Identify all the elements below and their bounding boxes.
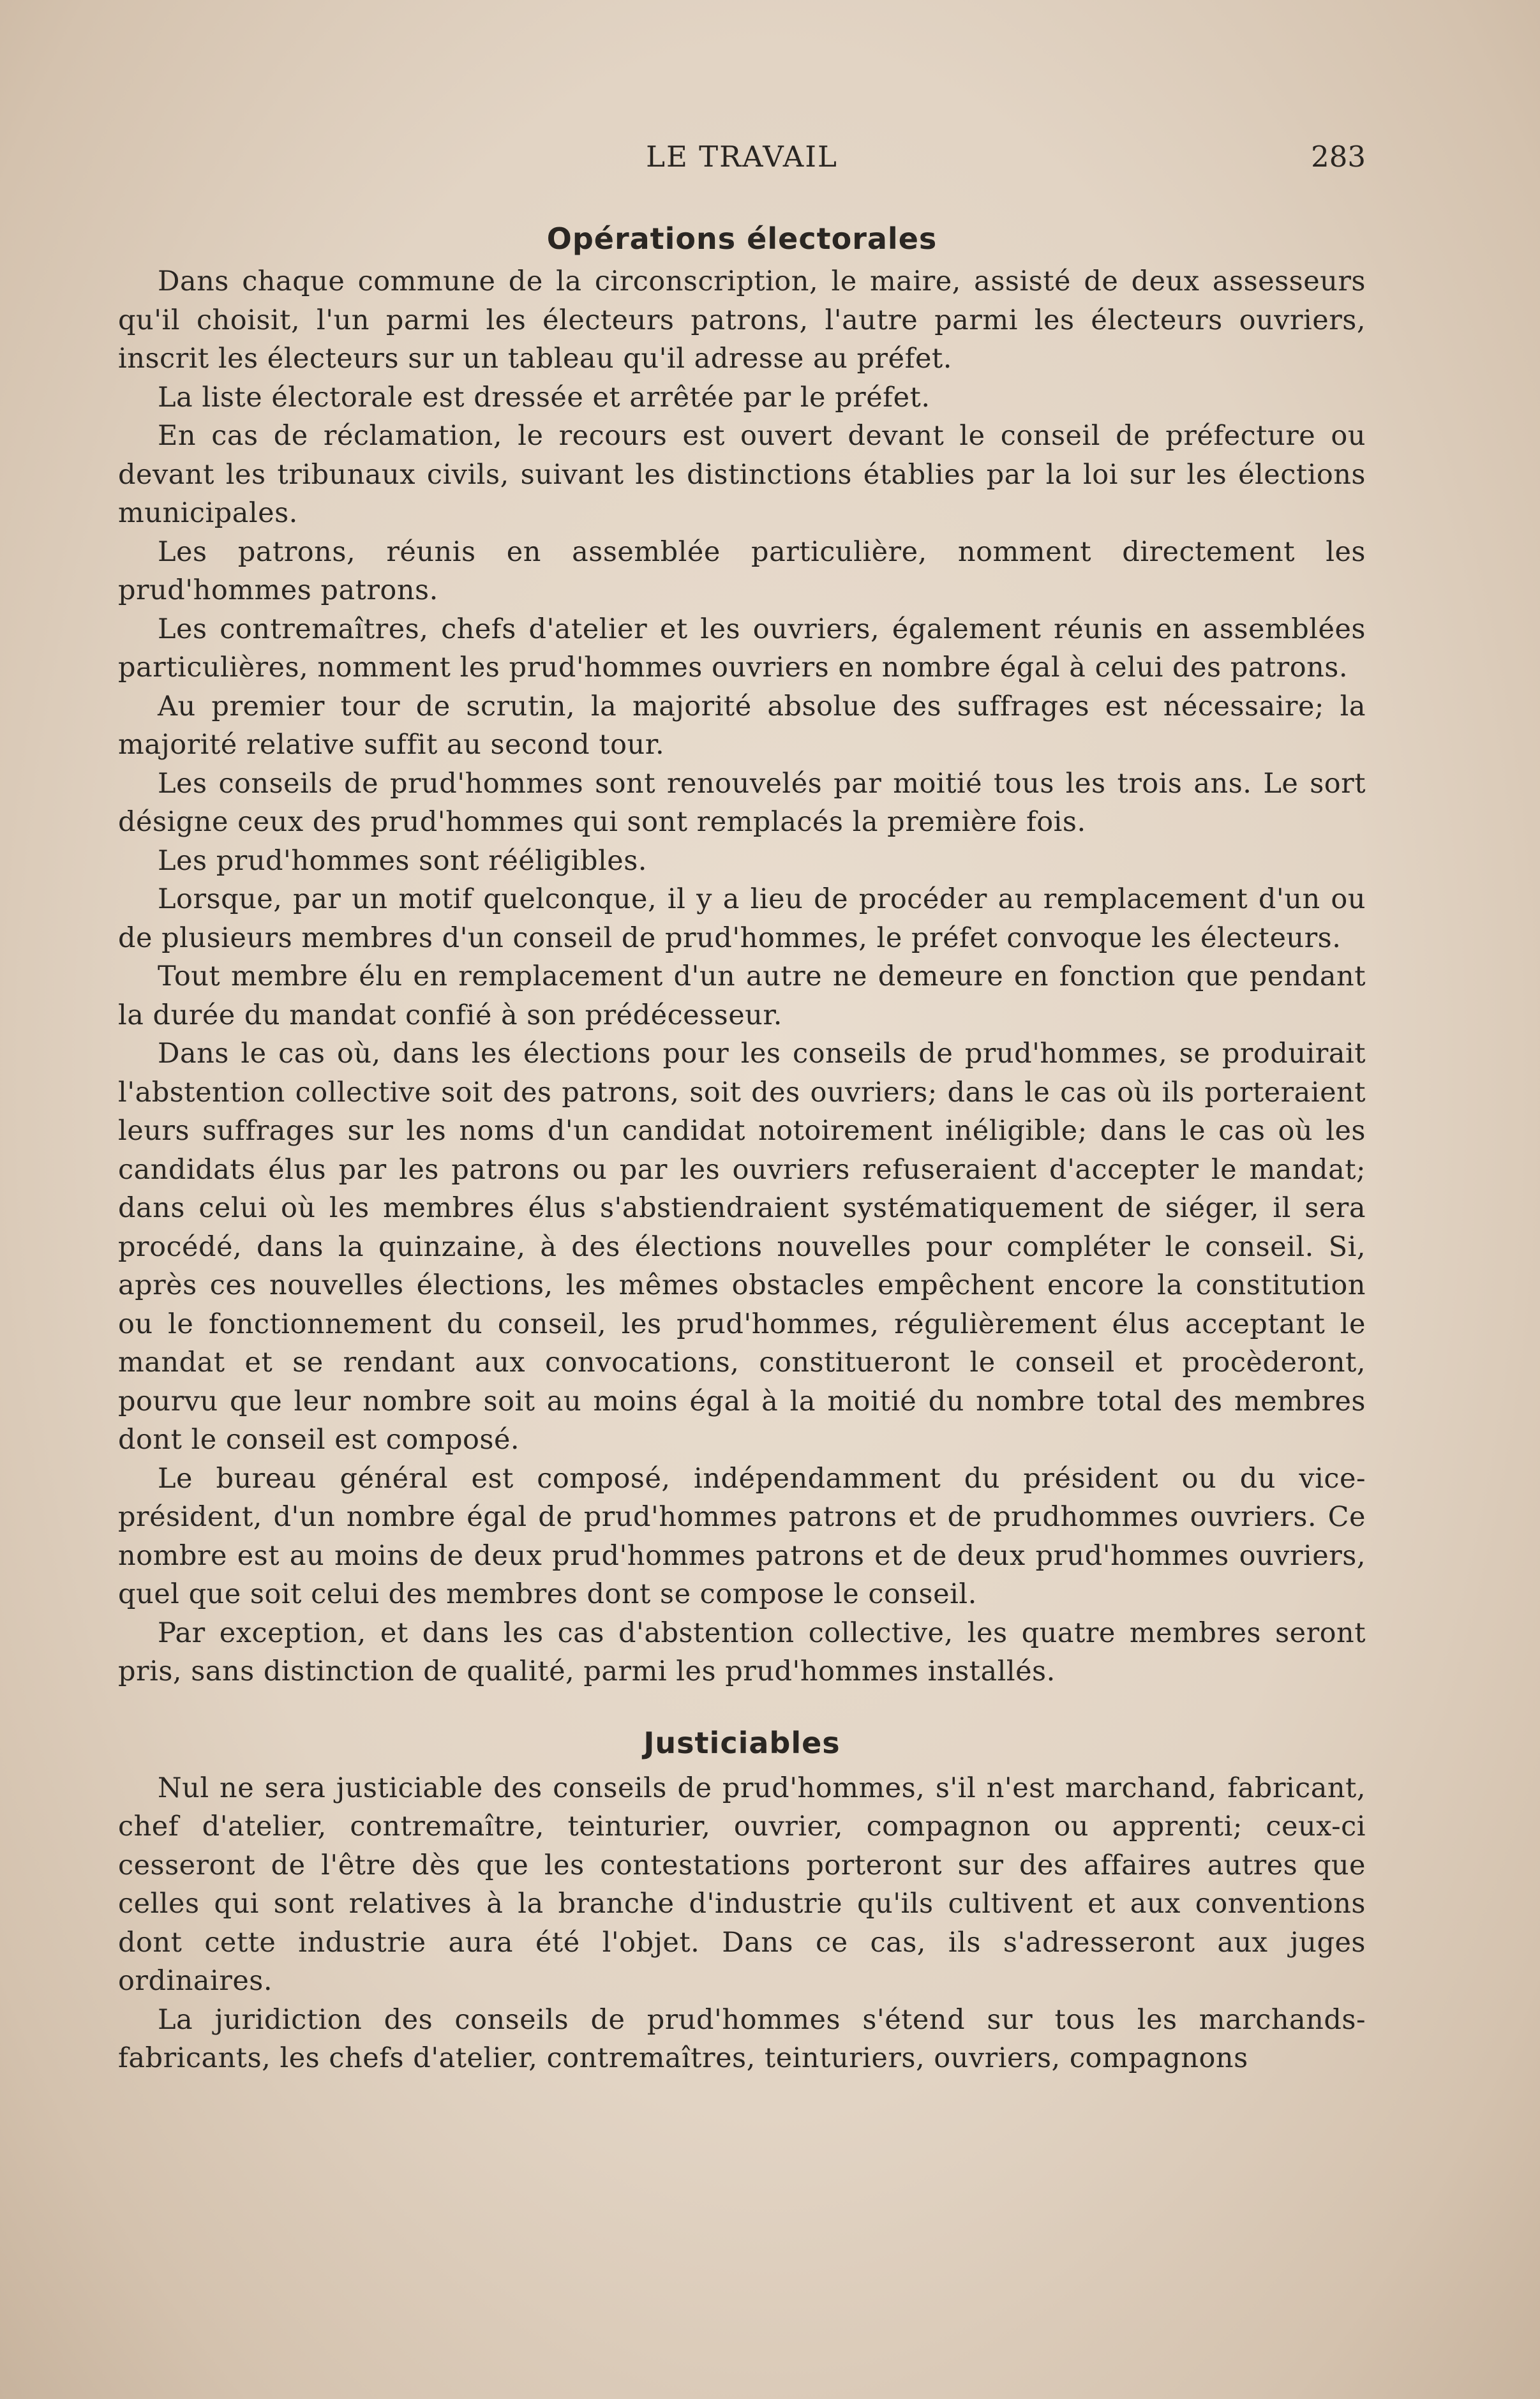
- paragraph: Dans le cas où, dans les élections pour les conseils de prud'hommes, se produirait l'abstention collective soit des patrons, soit des ouvriers; dans le cas où ils porteraient leurs suffrages sur les noms d'un candidat notoirement inéligible; dans le cas où les candidats élus par les patrons ou par les ouvriers refuseraient d'accepter le mandat; dans celui où les membres élus s'abstiendraient systématiquement de siéger, il sera procédé, dans la quinzaine, à des élections nouvelles pour compléter le conseil. Si, après ces nouvelles élections, les mêmes obstacles empêchent encore la constitution ou le fonctionnement du conseil, les prud'hommes, régulièrement élus acceptant le mandat et se rendant aux convocations, constitueront le conseil et procèderont, pourvu que leur nombre soit au moins égal à la moitié du nombre total des membres dont le conseil est composé.: [118, 1038, 1366, 1456]
- paragraph: Le bureau général est composé, indépendamment du président ou du vice-président, d'un nombre égal de prud'hommes patrons et de prudhommes ouvriers. Ce nombre est au moins de deux prud'hommes patrons et de deux prud'hommes ouvriers, quel que soit celui des membres dont se compose le conseil.: [118, 1462, 1366, 1610]
- paragraph: Par exception, et dans les cas d'abstention collective, les quatre membres seront pris, sans distinction de qualité, parmi les prud'hommes installés.: [118, 1617, 1366, 1687]
- paragraph: Dans chaque commune de la circonscription, le maire, assisté de deux assesseurs qu'il choisit, l'un parmi les électeurs patrons, l'autre parmi les électeurs ouvriers, inscrit les électeurs sur un tableau qu'il adresse au préfet.: [118, 265, 1366, 375]
- section-heading: Justiciables: [643, 1725, 841, 1760]
- paragraph: La liste électorale est dressée et arrêtée par le préfet.: [158, 381, 931, 414]
- paragraph: En cas de réclamation, le recours est ouvert devant le conseil de préfecture ou devant les tribunaux civils, suivant les distinctions établies par la loi sur les élections municipales.: [118, 420, 1366, 529]
- section-justiciables: [118, 1723, 1366, 2078]
- section-operations-electorales: [118, 219, 1366, 1691]
- page-body: [118, 219, 1366, 2078]
- running-title: LE TRAVAIL: [646, 140, 838, 174]
- page-number: 283: [1311, 140, 1366, 174]
- paragraph: Tout membre élu en remplacement d'un autre ne demeure en fonction que pendant la durée du mandat confié à son prédécesseur.: [118, 960, 1366, 1031]
- paragraph: Les patrons, réunis en assemblée particulière, nomment directement les prud'hommes patrons.: [118, 535, 1366, 606]
- paragraph: Au premier tour de scrutin, la majorité absolue des suffrages est nécessaire; la majorité relative suffit au second tour.: [118, 690, 1366, 761]
- paragraph: Les prud'hommes sont rééligibles.: [158, 844, 647, 877]
- paragraph: Lorsque, par un motif quelconque, il y a lieu de procéder au remplacement d'un ou de plusieurs membres d'un conseil de prud'hommes, le préfet convoque les électeurs.: [118, 883, 1366, 954]
- paragraph: Nul ne sera justiciable des conseils de prud'hommes, s'il n'est marchand, fabricant, chef d'atelier, contremaître, teinturier, ouvrier, compagnon ou apprenti; ceux-ci cesseront de l'être dès que les contestations porteront sur des affaires autres que celles qui sont relatives à la branche d'industrie qu'ils cultivent et aux conventions dont cette industrie aura été l'objet. Dans ce cas, ils s'adresseront aux juges ordinaires.: [118, 1772, 1366, 1997]
- paragraph: La juridiction des conseils de prud'hommes s'étend sur tous les marchands-fabricants, les chefs d'atelier, contremaîtres, teinturiers, ouvriers, compagnons: [118, 2003, 1366, 2074]
- paragraph: Les conseils de prud'hommes sont renouvelés par moitié tous les trois ans. Le sort désigne ceux des prud'hommes qui sont remplacés la première fois.: [118, 767, 1366, 838]
- paragraph: Les contremaîtres, chefs d'atelier et les ouvriers, également réunis en assemblées particulières, nomment les prud'hommes ouvriers en nombre égal à celui des patrons.: [118, 613, 1366, 684]
- running-header: [118, 138, 1366, 176]
- section-heading: Opérations électorales: [546, 221, 938, 256]
